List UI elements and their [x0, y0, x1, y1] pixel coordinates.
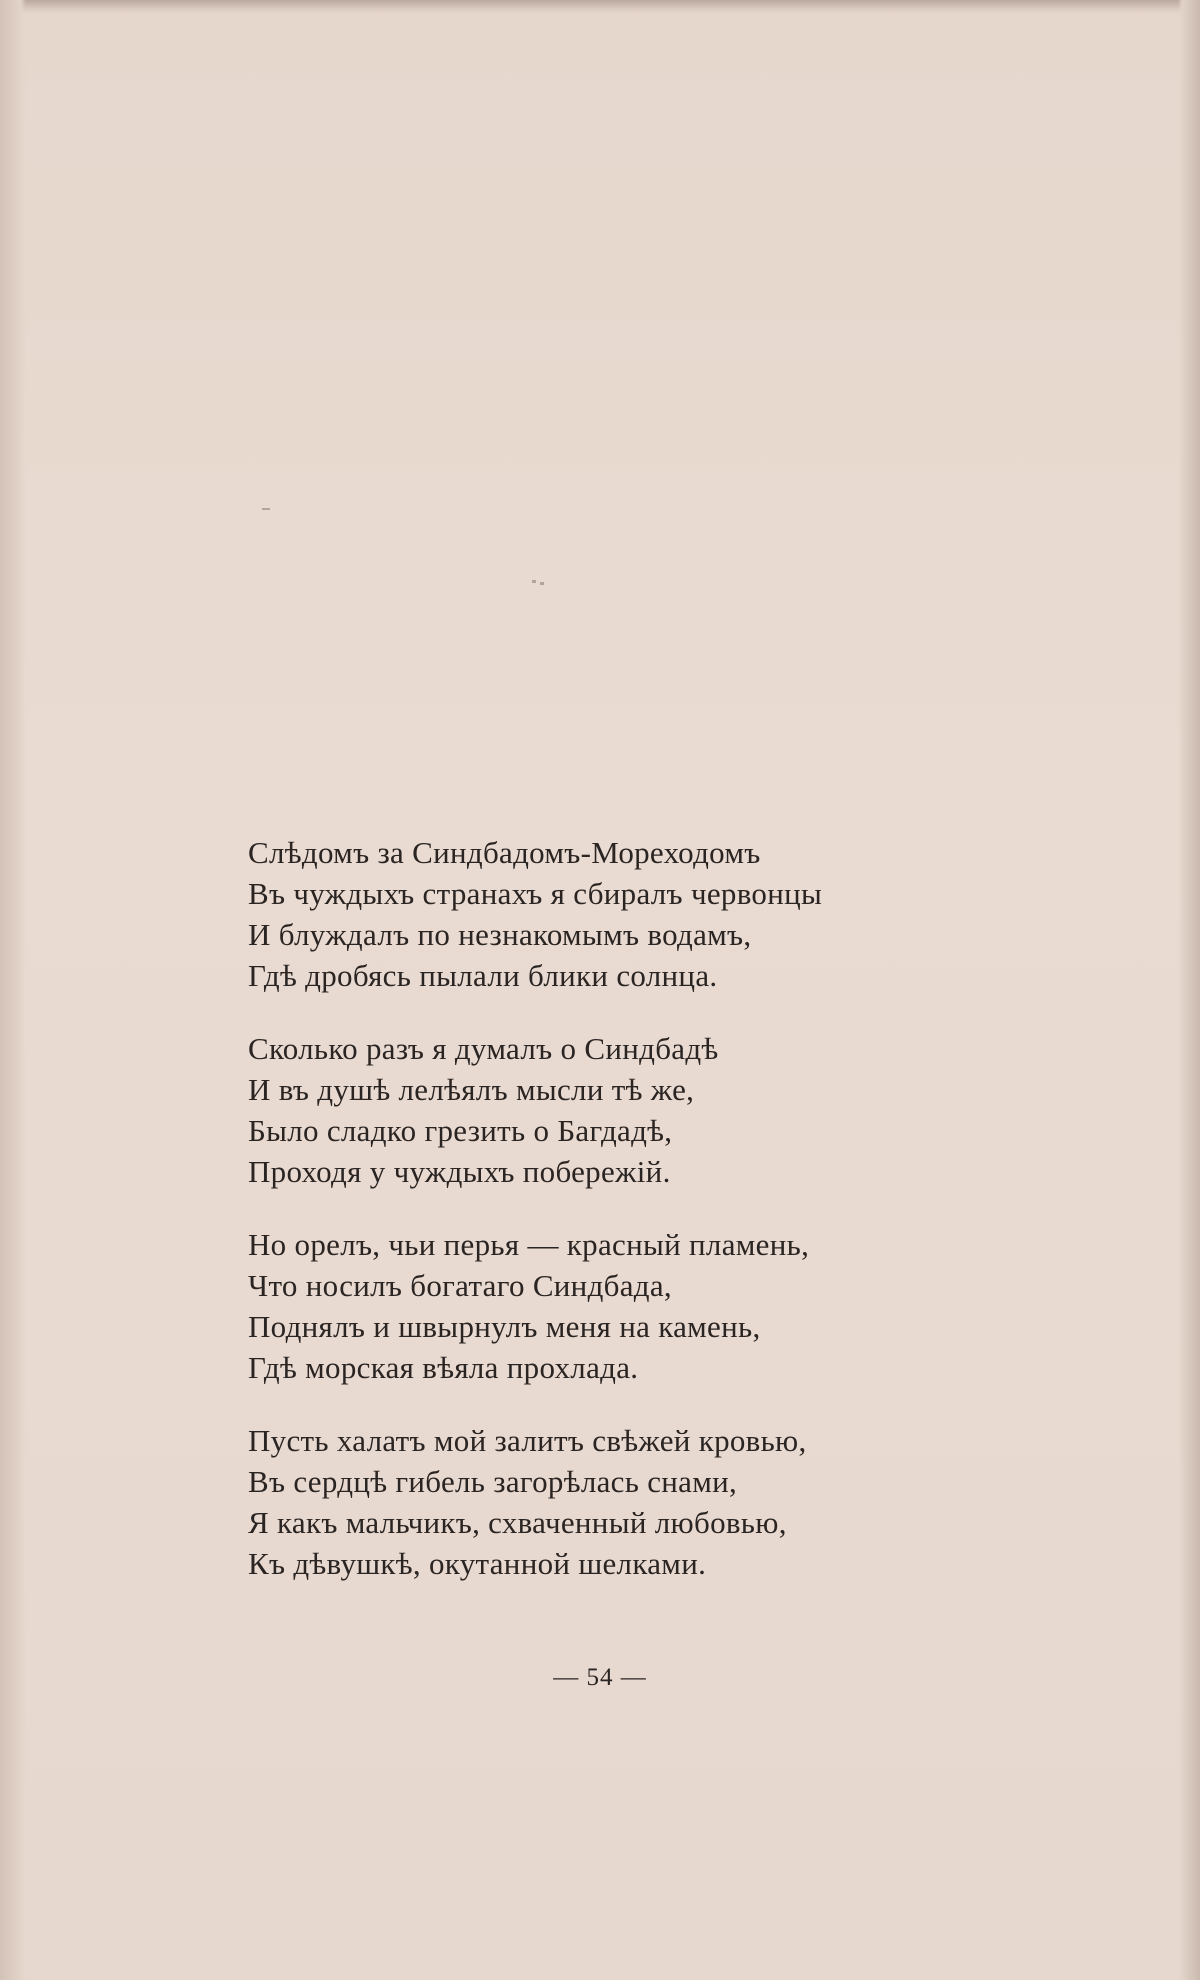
paper-speck: [540, 582, 544, 585]
poem-line: И въ душѣ лелѣялъ мысли тѣ же,: [248, 1072, 695, 1107]
poem-line: И блуждалъ по незнакомымъ водамъ,: [248, 917, 752, 952]
paper-speck: [532, 580, 536, 583]
poem: [248, 832, 1008, 1584]
page-top-edge: [0, 0, 1200, 14]
poem-line: Слѣдомъ за Синдбадомъ-Мореходомъ: [248, 835, 761, 870]
poem-line: Въ сердцѣ гибель загорѣлась снами,: [248, 1464, 738, 1499]
poem-line: Проходя у чуждыхъ побережій.: [248, 1154, 671, 1189]
poem-line: Я какъ мальчикъ, схваченный любовью,: [248, 1505, 787, 1540]
poem-line: Гдѣ морская вѣяла прохлада.: [248, 1350, 639, 1385]
poem-line: Но орелъ, чьи перья — красный пламень,: [248, 1227, 810, 1262]
page-number: — 54 —: [553, 1664, 647, 1691]
stanza-2: [248, 1028, 1008, 1192]
stanza-1: [248, 832, 1008, 996]
poem-line: Къ дѣвушкѣ, окутанной шелками.: [248, 1546, 707, 1581]
poem-line: Въ чуждыхъ странахъ я сбиралъ червонцы: [248, 876, 823, 911]
poem-line: Что носилъ богатаго Синдбада,: [248, 1268, 672, 1303]
poem-line: Было сладко грезить о Багдадѣ,: [248, 1113, 673, 1148]
poem-line: Сколько разъ я думалъ о Синдбадѣ: [248, 1031, 719, 1066]
poem-line: Поднялъ и швырнулъ меня на камень,: [248, 1309, 761, 1344]
paper-speck: [262, 508, 270, 510]
poem-line: Гдѣ дробясь пылали блики солнца.: [248, 958, 718, 993]
stanza-4: [248, 1420, 1008, 1584]
poem-line: Пусть халатъ мой залитъ свѣжей кровью,: [248, 1423, 807, 1458]
stanza-3: [248, 1224, 1008, 1388]
